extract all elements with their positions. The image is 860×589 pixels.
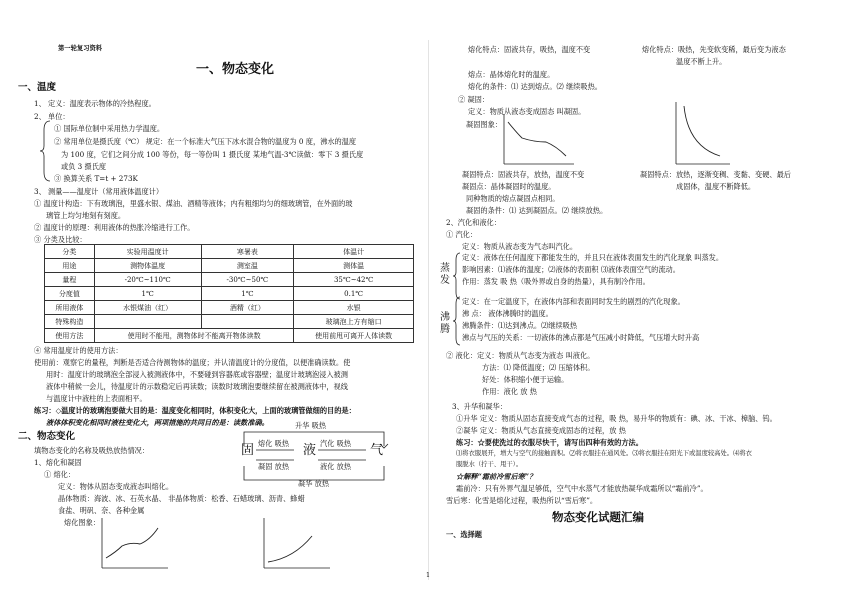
text-line: 熔化的条件：⑴ 达到熔点。⑵ 继续吸热。	[468, 82, 602, 91]
diagram-label-sublimation: 升华 吸热	[295, 421, 327, 430]
text-line: 凝固点：晶体凝固时的温度。	[462, 182, 556, 191]
table-cell: 使用时不能甩，测物体时不能离开物体读数	[94, 329, 293, 343]
text-line: 定义：液体在任何温度下都能发生的，并且只在液体表面发生的汽化现象 叫蒸发。	[462, 253, 724, 262]
text-line: ② 温度计的原理：利用液体的热胀冷缩进行工作。	[34, 223, 195, 232]
text-line: 成固体，温度不断降低。	[676, 182, 756, 191]
text-line: 熔化特点：固液共存，吸热，温度不变	[468, 45, 591, 54]
page-number: 1	[426, 572, 431, 579]
evaporation-label: 蒸发	[440, 263, 450, 286]
text-line: 霜前冷：只有外界气温足够低，空气中水蒸气才能放热凝华成霜所以“霜前冷”。	[456, 484, 708, 493]
text-line: 定义：在一定温度下，在液体内部和表面同时发生的剧烈的汽化现象。	[462, 297, 685, 306]
table-cell: 0.1℃	[294, 287, 414, 301]
text-line: 凝固特点：放热，逐渐变稠、变黏、变硬、最后	[640, 170, 791, 179]
table-cell: 1℃	[201, 287, 294, 301]
exam-title: 物态变化试题汇编	[552, 510, 644, 524]
text-line: ② 液化：定义：物质从气态变为液态 叫液化。	[446, 351, 595, 360]
text-line: ① 温度计构造：下有玻璃泡，里盛水银、煤油、酒精等液体；内有粗细均匀的细玻璃管，在外面的玻	[34, 199, 353, 208]
text-line: 服脱水（拧干、甩干）。	[456, 461, 523, 468]
diagram-label-liquefy: 液化 放热	[320, 462, 352, 471]
table-cell: 量程	[45, 273, 95, 287]
table-row	[45, 301, 414, 315]
table-cell	[201, 315, 294, 329]
text-line: ①升华 定义：物质从固态直接变成气态的过程，吸 热，易升华的物质有：碘、冰、干冰、樟脑、钨。	[456, 414, 777, 423]
diagram-solid: 固	[241, 443, 255, 458]
brace-icon	[40, 120, 52, 182]
table-cell: 水银	[294, 301, 414, 315]
text-line: 定义：物质从液态变成固态 叫凝固。	[468, 107, 586, 116]
text-line: ③ 分类及比较：	[34, 235, 87, 244]
solidification-graph-crystal	[500, 112, 578, 166]
diagram-label-deposition: 凝华 放热	[298, 479, 330, 488]
diagram-label-vaporize: 汽化 吸热	[320, 439, 352, 448]
diagram-label-melting: 熔化 吸热	[258, 439, 290, 448]
table-cell: 1℃	[94, 287, 201, 301]
thermometer-table	[44, 244, 414, 343]
text-line: 雪后寒：化雪是熔化过程，吸热所以“雪后寒”。	[446, 496, 598, 505]
text-line: 1、 定义：温度表示物体的冷热程度。	[34, 99, 156, 108]
text-line: 熔化图象：	[64, 518, 100, 527]
text-line: ②凝华 定义：物质从气态直接变成固态的过程，放 热	[456, 426, 626, 435]
text-line: 方法：⑴ 降低温度；⑵ 压缩体积。	[482, 363, 595, 372]
solidification-graph-amorphous	[672, 100, 732, 166]
table-cell: 寒暑表	[201, 245, 294, 259]
text-line: 与温度计中液柱的上表面相平。	[46, 394, 147, 403]
page-header: 第一轮复习资料	[58, 45, 103, 52]
text-line: 为 100 度，它们之间分成 100 等份，每一等份叫 1 摄氏度 某地气温-3℃读做：零下 3 摄氏度	[61, 150, 364, 159]
text-line: 3、 测量——温度计（常用液体温度计）	[34, 187, 164, 196]
text-line: 沸点与气压的关系：一切液体的沸点都是气压减小时降低，气压增大时升高	[462, 333, 700, 342]
exercise-line: 练习：☆要使洗过的衣服尽快干，请写出四种有效的方法。	[456, 438, 643, 447]
text-line: 沸腾条件：⑴达到沸点。⑵继续吸热	[462, 321, 578, 330]
table-cell: 测体温	[294, 259, 414, 273]
text-line: 或负 3 摄氏度	[61, 162, 107, 171]
table-cell: 测室温	[201, 259, 294, 273]
text-line: ② 凝固：	[458, 95, 490, 104]
table-cell: 使用前甩可离开人体读数	[294, 329, 414, 343]
melting-graph-crystal	[98, 516, 170, 572]
table-cell	[94, 315, 201, 329]
text-line: 影响因素：⑴液体的温度；⑵液体的表面积 ⑶液体表面空气的流动。	[462, 265, 680, 274]
diagram-label-solidify: 凝固 放热	[258, 462, 290, 471]
table-cell: 水银煤油（红）	[94, 301, 201, 315]
text-line: 作用：液化 放 热	[482, 387, 537, 396]
table-cell: 分类	[45, 245, 95, 259]
table-cell: 特殊构造	[45, 315, 95, 329]
text-line: 同种物质的熔点凝固点相同。	[466, 194, 560, 203]
text-line: ② 常用单位是摄氏度（℃） 规定：在一个标准大气压下冰水混合物的温度为 0 度，沸水的温度	[54, 137, 357, 146]
text-line: 用时：温度计的玻璃泡全部浸入被测液体中，不要碰到容器底或容器壁；温度计玻璃泡浸入被测	[46, 370, 348, 379]
text-line: ① 国际单位制中采用热力学温度。	[54, 124, 165, 133]
table-cell: 分度值	[45, 287, 95, 301]
text-line: 熔点：晶体熔化时的温度。	[468, 70, 555, 79]
section-heading-temperature: 一、温度	[18, 82, 57, 93]
section-heading-multiple-choice: 一、选择题	[446, 530, 482, 539]
melting-graph-amorphous	[260, 516, 332, 572]
table-cell: 所用液体	[45, 301, 95, 315]
table-cell: -30℃~50℃	[201, 273, 294, 287]
table-cell: 使用方法	[45, 329, 95, 343]
text-line: 2、汽化和液化：	[446, 218, 501, 227]
text-line: 凝固图象：	[466, 120, 502, 129]
text-line: ① 熔化：	[44, 470, 76, 479]
text-line: 作用：蒸发 吸 热（吸外界或自身的热量），具有制冷作用。	[462, 277, 650, 286]
page-title: 一、物态变化	[196, 62, 275, 77]
page-divider	[428, 40, 429, 580]
text-line: 1、熔化和凝固	[34, 458, 82, 467]
table-cell: 体温计	[294, 245, 414, 259]
diagram-liquid: 液	[303, 443, 317, 458]
text-line: 好处：体积缩小便于运输。	[482, 375, 569, 384]
table-row	[45, 329, 414, 343]
boiling-label: 沸腾	[440, 312, 450, 335]
text-line: ① 汽化：	[446, 230, 478, 239]
section-heading-state-change: 二、物态变化	[18, 431, 76, 442]
table-cell: 玻璃泡上方有缩口	[294, 315, 414, 329]
text-line: 液体中稍候一会儿，待温度计的示数稳定后再读数；读数时玻璃泡要继续留在被测液体中，视线	[46, 382, 348, 391]
table-row	[45, 259, 414, 273]
text-line: ④ 常用温度计的使用方法：	[34, 346, 123, 355]
text-line: 2、 单位：	[34, 112, 70, 121]
diagram-gas: 气	[370, 443, 384, 458]
brace-icon	[453, 296, 461, 346]
table-cell: 35℃~42℃	[294, 273, 414, 287]
text-line: 凝固的条件：⑴ 达到凝固点。⑵ 继续放热。	[466, 206, 608, 215]
table-row	[45, 315, 414, 329]
text-line: ③ 换算关系 T=t + 273K	[54, 174, 138, 183]
table-cell: 实验用温度计	[94, 245, 201, 259]
text-line: 晶体物质：海波、冰、石英水晶、 非晶体物质：松香、石蜡玻璃、沥青、蜂蜡	[58, 494, 305, 503]
text-line: 填物态变化的名称及吸热放热情况：	[34, 446, 150, 455]
text-line: ⑴将衣服展开，增大与空气的接触面积。⑵将衣服挂在通风处。⑶将衣服挂在阳光下或温度较高处。⑷将衣	[456, 450, 752, 457]
exercise-line: 练习：◇温度计的玻璃泡要做大目的是：温度变化相同时，体积变化大，上面的玻璃管做细的目的是：	[34, 406, 356, 415]
table-cell: -20℃~110℃	[94, 273, 201, 287]
exercise-line: ☆解释“霜前冷雪后寒”？	[456, 472, 537, 481]
table-row	[45, 245, 414, 259]
text-line: 使用前：观察它的量程，判断是否适合待测物体的温度；并认清温度计的分度值，以便准确读数。使	[34, 358, 351, 367]
text-line: 璃管上均匀地刻有刻度。	[46, 211, 126, 220]
table-cell: 酒精（红）	[201, 301, 294, 315]
text-line: 定义：物质从液态变为气态叫汽化。	[462, 242, 578, 251]
text-line: 食盐、明矾、奈、各种金属	[58, 506, 145, 515]
text-line: 温度不断上升。	[676, 57, 727, 66]
text-line: 沸 点： 液体沸腾时的温度。	[462, 309, 553, 318]
exercise-line: 液体体积变化相同时液柱变化大，两项措施的共同目的是：读数准确。	[46, 418, 269, 427]
text-line: 凝固特点：固液共存，放热，温度不变	[462, 170, 585, 179]
table-row	[45, 287, 414, 301]
text-line: 3、升华和凝华：	[452, 402, 507, 411]
table-cell: 测物体温度	[94, 259, 201, 273]
table-cell: 用途	[45, 259, 95, 273]
text-line: 定义：物体从固态变成液态叫熔化。	[58, 482, 174, 491]
table-row	[45, 273, 414, 287]
brace-icon	[453, 252, 461, 300]
text-line: 熔化特点：吸热，先变软变稀，最后变为液态	[642, 45, 786, 54]
